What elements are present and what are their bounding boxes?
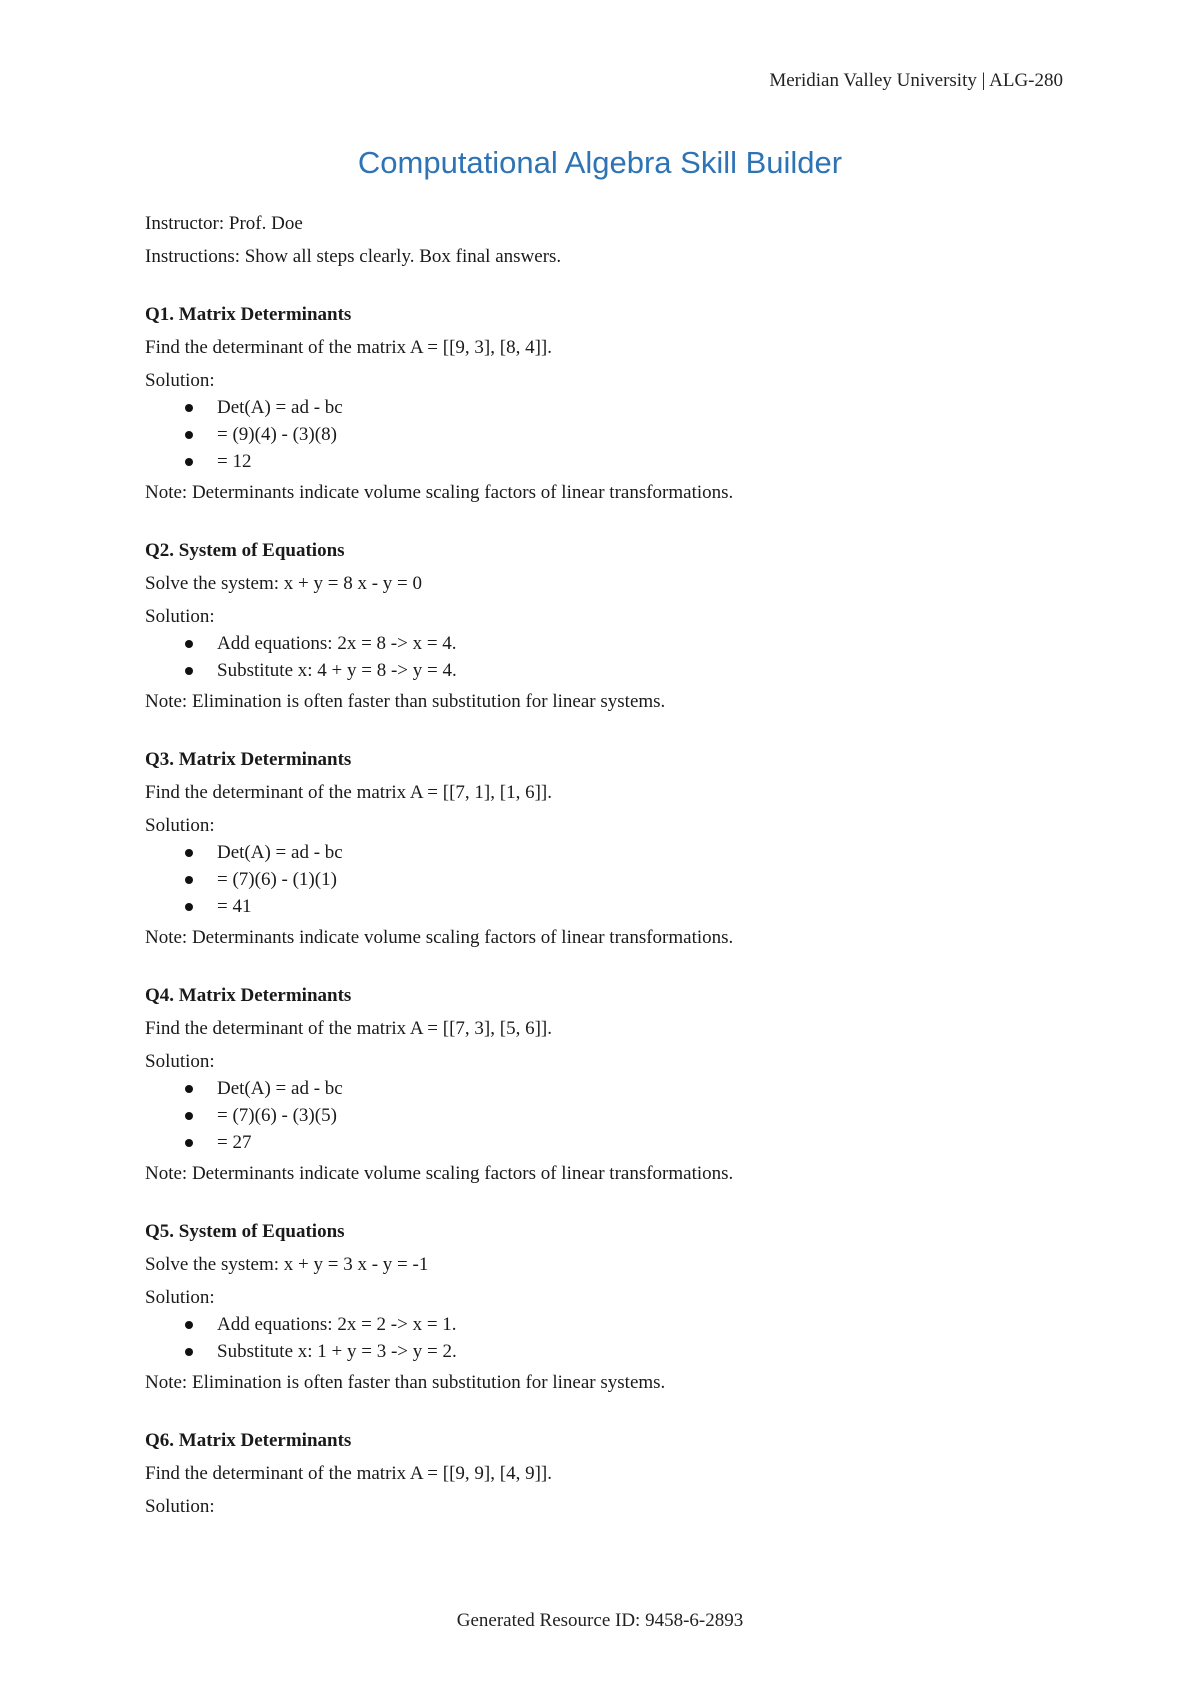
solution-label: Solution:	[145, 815, 215, 836]
question-title: Q4. Matrix Determinants	[145, 985, 352, 1006]
step-text: Det(A) = ad - bc	[217, 397, 343, 418]
solution-steps	[145, 631, 1065, 683]
solution-steps	[145, 1312, 1065, 1364]
question-prompt: Find the determinant of the matrix A = [[9, 3], [8, 4]].	[145, 337, 552, 358]
bullet-icon	[185, 458, 193, 466]
solution-step	[145, 840, 1065, 865]
bullet-icon	[185, 876, 193, 884]
solution-step	[145, 894, 1065, 919]
question-title: Q6. Matrix Determinants	[145, 1430, 352, 1451]
question-prompt: Find the determinant of the matrix A = [[9, 9], [4, 9]].	[145, 1463, 552, 1484]
question-prompt: Find the determinant of the matrix A = [[7, 3], [5, 6]].	[145, 1018, 552, 1039]
solution-step	[145, 1339, 1065, 1364]
solution-label: Solution:	[145, 1496, 215, 1517]
step-text: Add equations: 2x = 8 -> x = 4.	[217, 633, 457, 654]
instructions-line: Instructions: Show all steps clearly. Box final answers.	[145, 246, 562, 267]
question-1	[145, 302, 1065, 505]
bullet-icon	[185, 1139, 193, 1147]
solution-step	[145, 631, 1065, 656]
bullet-icon	[185, 404, 193, 412]
question-5	[145, 1219, 1065, 1395]
question-prompt: Solve the system: x + y = 3 x - y = -1	[145, 1254, 429, 1275]
bullet-icon	[185, 1112, 193, 1120]
question-note: Note: Elimination is often faster than substitution for linear systems.	[145, 1372, 666, 1393]
solution-step	[145, 1130, 1065, 1155]
solution-step	[145, 658, 1065, 683]
question-note: Note: Determinants indicate volume scaling factors of linear transformations.	[145, 927, 734, 948]
question-2	[145, 538, 1065, 714]
step-text: Add equations: 2x = 2 -> x = 1.	[217, 1314, 457, 1335]
page-header-course: Meridian Valley University | ALG-280	[769, 70, 1063, 91]
question-3	[145, 747, 1065, 950]
question-note: Note: Determinants indicate volume scaling factors of linear transformations.	[145, 1163, 734, 1184]
solution-label: Solution:	[145, 1287, 215, 1308]
solution-label: Solution:	[145, 1051, 215, 1072]
bullet-icon	[185, 667, 193, 675]
step-text: = (7)(6) - (1)(1)	[217, 869, 337, 890]
solution-step	[145, 1076, 1065, 1101]
solution-step	[145, 449, 1065, 474]
solution-step	[145, 395, 1065, 420]
bullet-icon	[185, 1085, 193, 1093]
question-title: Q3. Matrix Determinants	[145, 749, 352, 770]
solution-step	[145, 867, 1065, 892]
question-6	[145, 1428, 1065, 1519]
question-title: Q2. System of Equations	[145, 540, 345, 561]
solution-step	[145, 1312, 1065, 1337]
question-prompt: Find the determinant of the matrix A = [[7, 1], [1, 6]].	[145, 782, 552, 803]
solution-step	[145, 1103, 1065, 1128]
solution-steps	[145, 840, 1065, 919]
step-text: = (9)(4) - (3)(8)	[217, 424, 337, 445]
question-title: Q5. System of Equations	[145, 1221, 345, 1242]
solution-steps	[145, 1076, 1065, 1155]
bullet-icon	[185, 431, 193, 439]
question-prompt: Solve the system: x + y = 8 x - y = 0	[145, 573, 423, 594]
page-footer-resource-id: Generated Resource ID: 9458-6-2893	[456, 1610, 744, 1631]
solution-label: Solution:	[145, 606, 215, 627]
bullet-icon	[185, 849, 193, 857]
bullet-icon	[185, 1321, 193, 1329]
step-text: Det(A) = ad - bc	[217, 1078, 343, 1099]
question-note: Note: Elimination is often faster than substitution for linear systems.	[145, 691, 666, 712]
step-text: Substitute x: 1 + y = 3 -> y = 2.	[217, 1341, 457, 1362]
bullet-icon	[185, 640, 193, 648]
step-text: = 27	[217, 1132, 252, 1153]
solution-steps	[145, 395, 1065, 474]
step-text: = (7)(6) - (3)(5)	[217, 1105, 337, 1126]
step-text: Substitute x: 4 + y = 8 -> y = 4.	[217, 660, 457, 681]
page-title: Computational Algebra Skill Builder	[357, 145, 843, 180]
step-text: = 41	[217, 896, 252, 917]
question-4	[145, 983, 1065, 1186]
bullet-icon	[185, 903, 193, 911]
solution-label: Solution:	[145, 370, 215, 391]
document-body	[145, 211, 1065, 1521]
question-title: Q1. Matrix Determinants	[145, 304, 352, 325]
step-text: Det(A) = ad - bc	[217, 842, 343, 863]
step-text: = 12	[217, 451, 252, 472]
instructor-line: Instructor: Prof. Doe	[145, 213, 303, 234]
solution-step	[145, 422, 1065, 447]
question-note: Note: Determinants indicate volume scaling factors of linear transformations.	[145, 482, 734, 503]
bullet-icon	[185, 1348, 193, 1356]
